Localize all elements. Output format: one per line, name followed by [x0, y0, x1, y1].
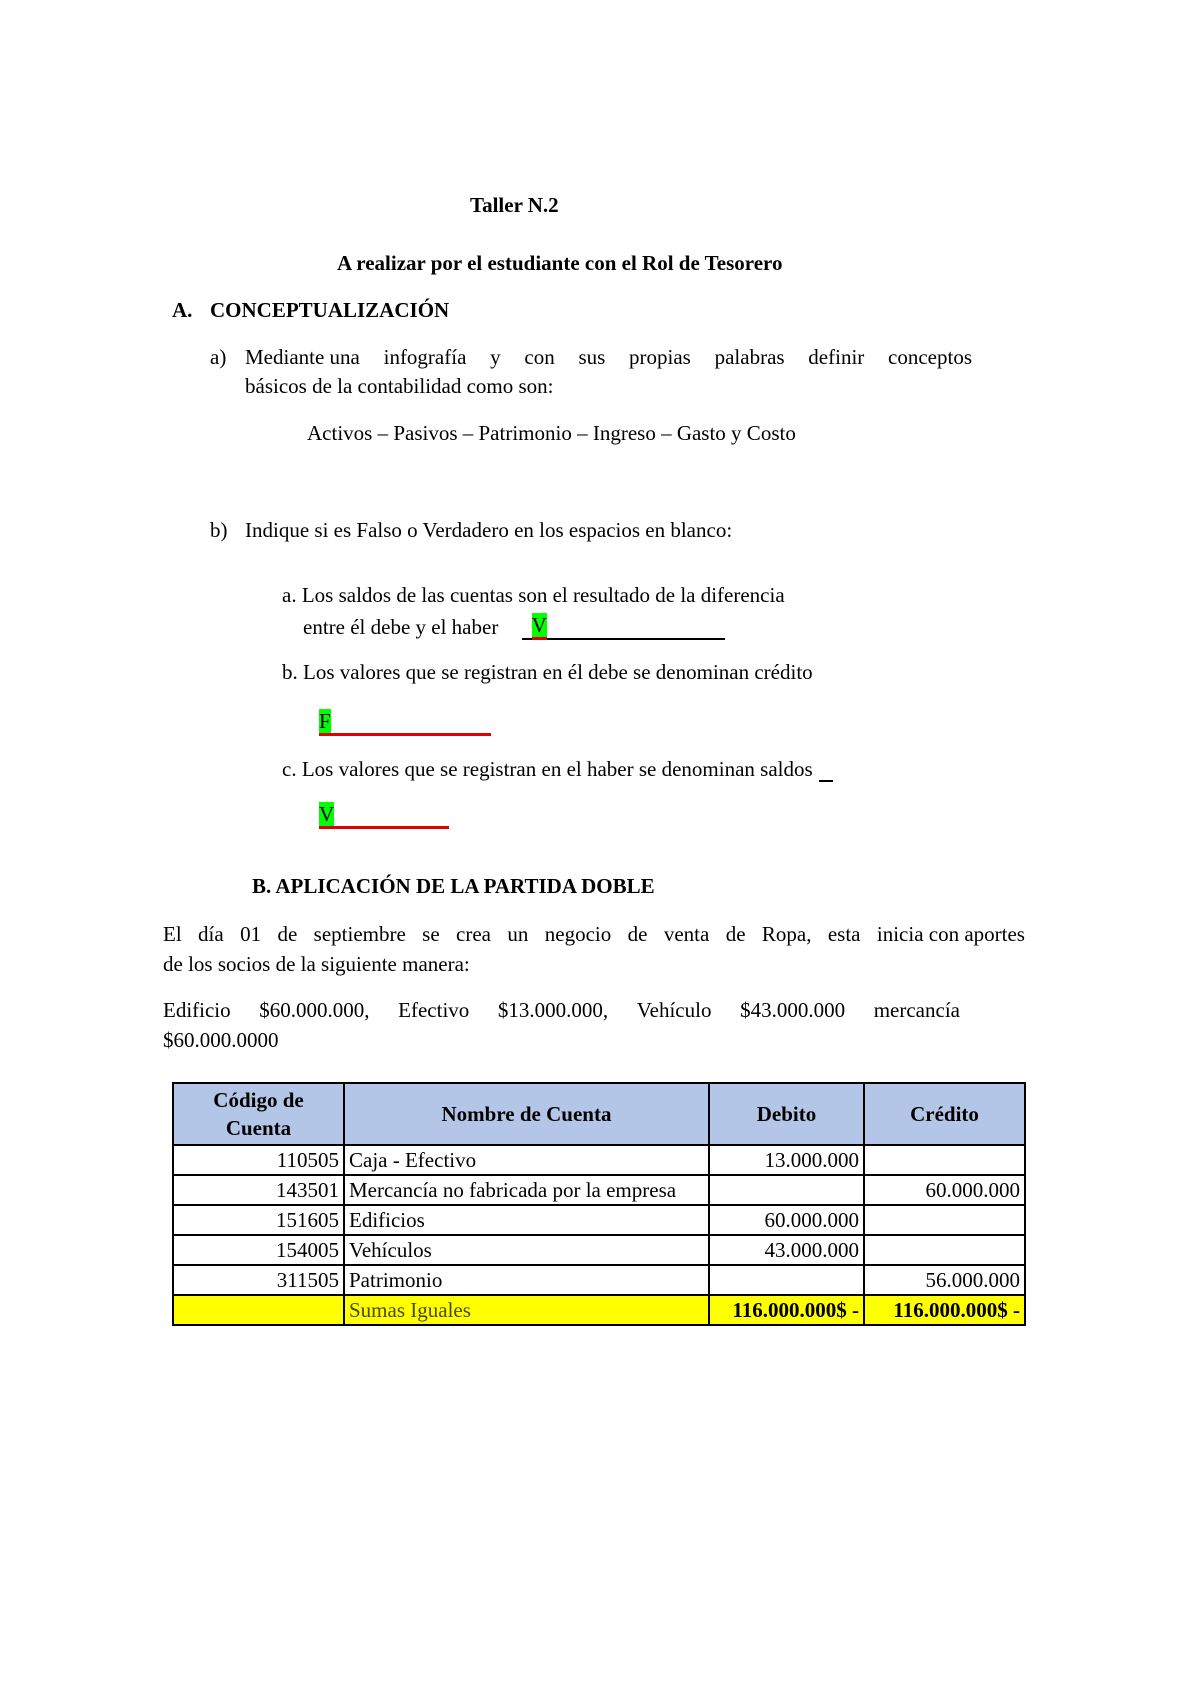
answer-b: F	[319, 709, 331, 733]
table-row	[173, 1175, 1025, 1205]
document-title: Taller N.2	[470, 193, 559, 217]
cell-name: Mercancía no fabricada por la empresa	[344, 1175, 709, 1205]
paragraph-1-line-2: de los socios de la siguiente manera:	[163, 952, 470, 976]
question-a-line-2: entre él debe y el haber V	[303, 613, 725, 640]
answer-c: V	[319, 802, 335, 826]
answer-a: V	[531, 613, 547, 637]
section-b-heading: B. APLICACIÓN DE LA PARTIDA DOBLE	[252, 874, 655, 898]
paragraph-2-line-2: $60.000.0000	[163, 1028, 279, 1052]
table-row	[173, 1205, 1025, 1235]
totals-row	[173, 1295, 1025, 1325]
paragraph-1-line-1: El día 01 de septiembre se crea un negocio de venta de Ropa, esta inicia con aportes	[163, 922, 1025, 946]
header-name: Nombre de Cuenta	[344, 1083, 709, 1145]
paragraph-2-line-1: Edificio $60.000.000, Efectivo $13.000.000, Vehículo $43.000.000 mercancía	[163, 998, 960, 1022]
section-a-heading: CONCEPTUALIZACIÓN	[210, 298, 450, 322]
question-c: c. Los valores que se registran en el haber se denominan saldos	[282, 756, 833, 782]
table-row	[173, 1145, 1025, 1175]
cell-credit	[864, 1145, 1025, 1175]
cell-debit: 43.000.000	[709, 1235, 864, 1265]
cell-credit	[864, 1235, 1025, 1265]
totals-label: Sumas Iguales	[344, 1295, 709, 1325]
cell-code: 143501	[173, 1175, 344, 1205]
totals-credit: 116.000.000$ -	[864, 1295, 1025, 1325]
cell-name: Edificios	[344, 1205, 709, 1235]
answer-b-blank	[319, 709, 491, 736]
section-a-letter: A.	[172, 298, 193, 322]
table-row	[173, 1265, 1025, 1295]
question-b: b. Los valores que se registran en él debe se denominan crédito	[282, 660, 813, 684]
header-credit: Crédito	[864, 1083, 1025, 1145]
answer-c-blank	[319, 802, 449, 829]
cell-debit	[709, 1265, 864, 1295]
cell-code: 151605	[173, 1205, 344, 1235]
totals-debit: 116.000.000$ -	[709, 1295, 864, 1325]
cell-code: 110505	[173, 1145, 344, 1175]
cell-credit: 60.000.000	[864, 1175, 1025, 1205]
cell-credit	[864, 1205, 1025, 1235]
concepts-list: Activos – Pasivos – Patrimonio – Ingreso – Gasto y Costo	[307, 421, 796, 445]
cell-code	[173, 1295, 344, 1325]
item-b-marker: b)	[210, 518, 228, 542]
cell-code: 154005	[173, 1235, 344, 1265]
question-a-line-1: a. Los saldos de las cuentas son el resultado de la diferencia	[282, 583, 785, 607]
item-b-text: Indique si es Falso o Verdadero en los espacios en blanco:	[245, 518, 733, 542]
cell-debit: 60.000.000	[709, 1205, 864, 1235]
document-subtitle: A realizar por el estudiante con el Rol de Tesorero	[337, 251, 783, 275]
table-row	[173, 1235, 1025, 1265]
cell-debit	[709, 1175, 864, 1205]
cell-credit: 56.000.000	[864, 1265, 1025, 1295]
item-a-line-2: básicos de la contabilidad como son:	[245, 374, 554, 398]
table-header-row	[173, 1083, 1025, 1145]
cell-name: Vehículos	[344, 1235, 709, 1265]
header-code: Código de Cuenta	[173, 1083, 344, 1145]
ledger-table	[172, 1082, 1026, 1326]
cell-debit: 13.000.000	[709, 1145, 864, 1175]
cell-code: 311505	[173, 1265, 344, 1295]
item-a-line-1: Mediante una infografía y con sus propias palabras definir conceptos	[245, 345, 972, 369]
header-debit: Debito	[709, 1083, 864, 1145]
cell-name: Patrimonio	[344, 1265, 709, 1295]
cell-name: Caja - Efectivo	[344, 1145, 709, 1175]
item-a-marker: a)	[210, 345, 227, 369]
